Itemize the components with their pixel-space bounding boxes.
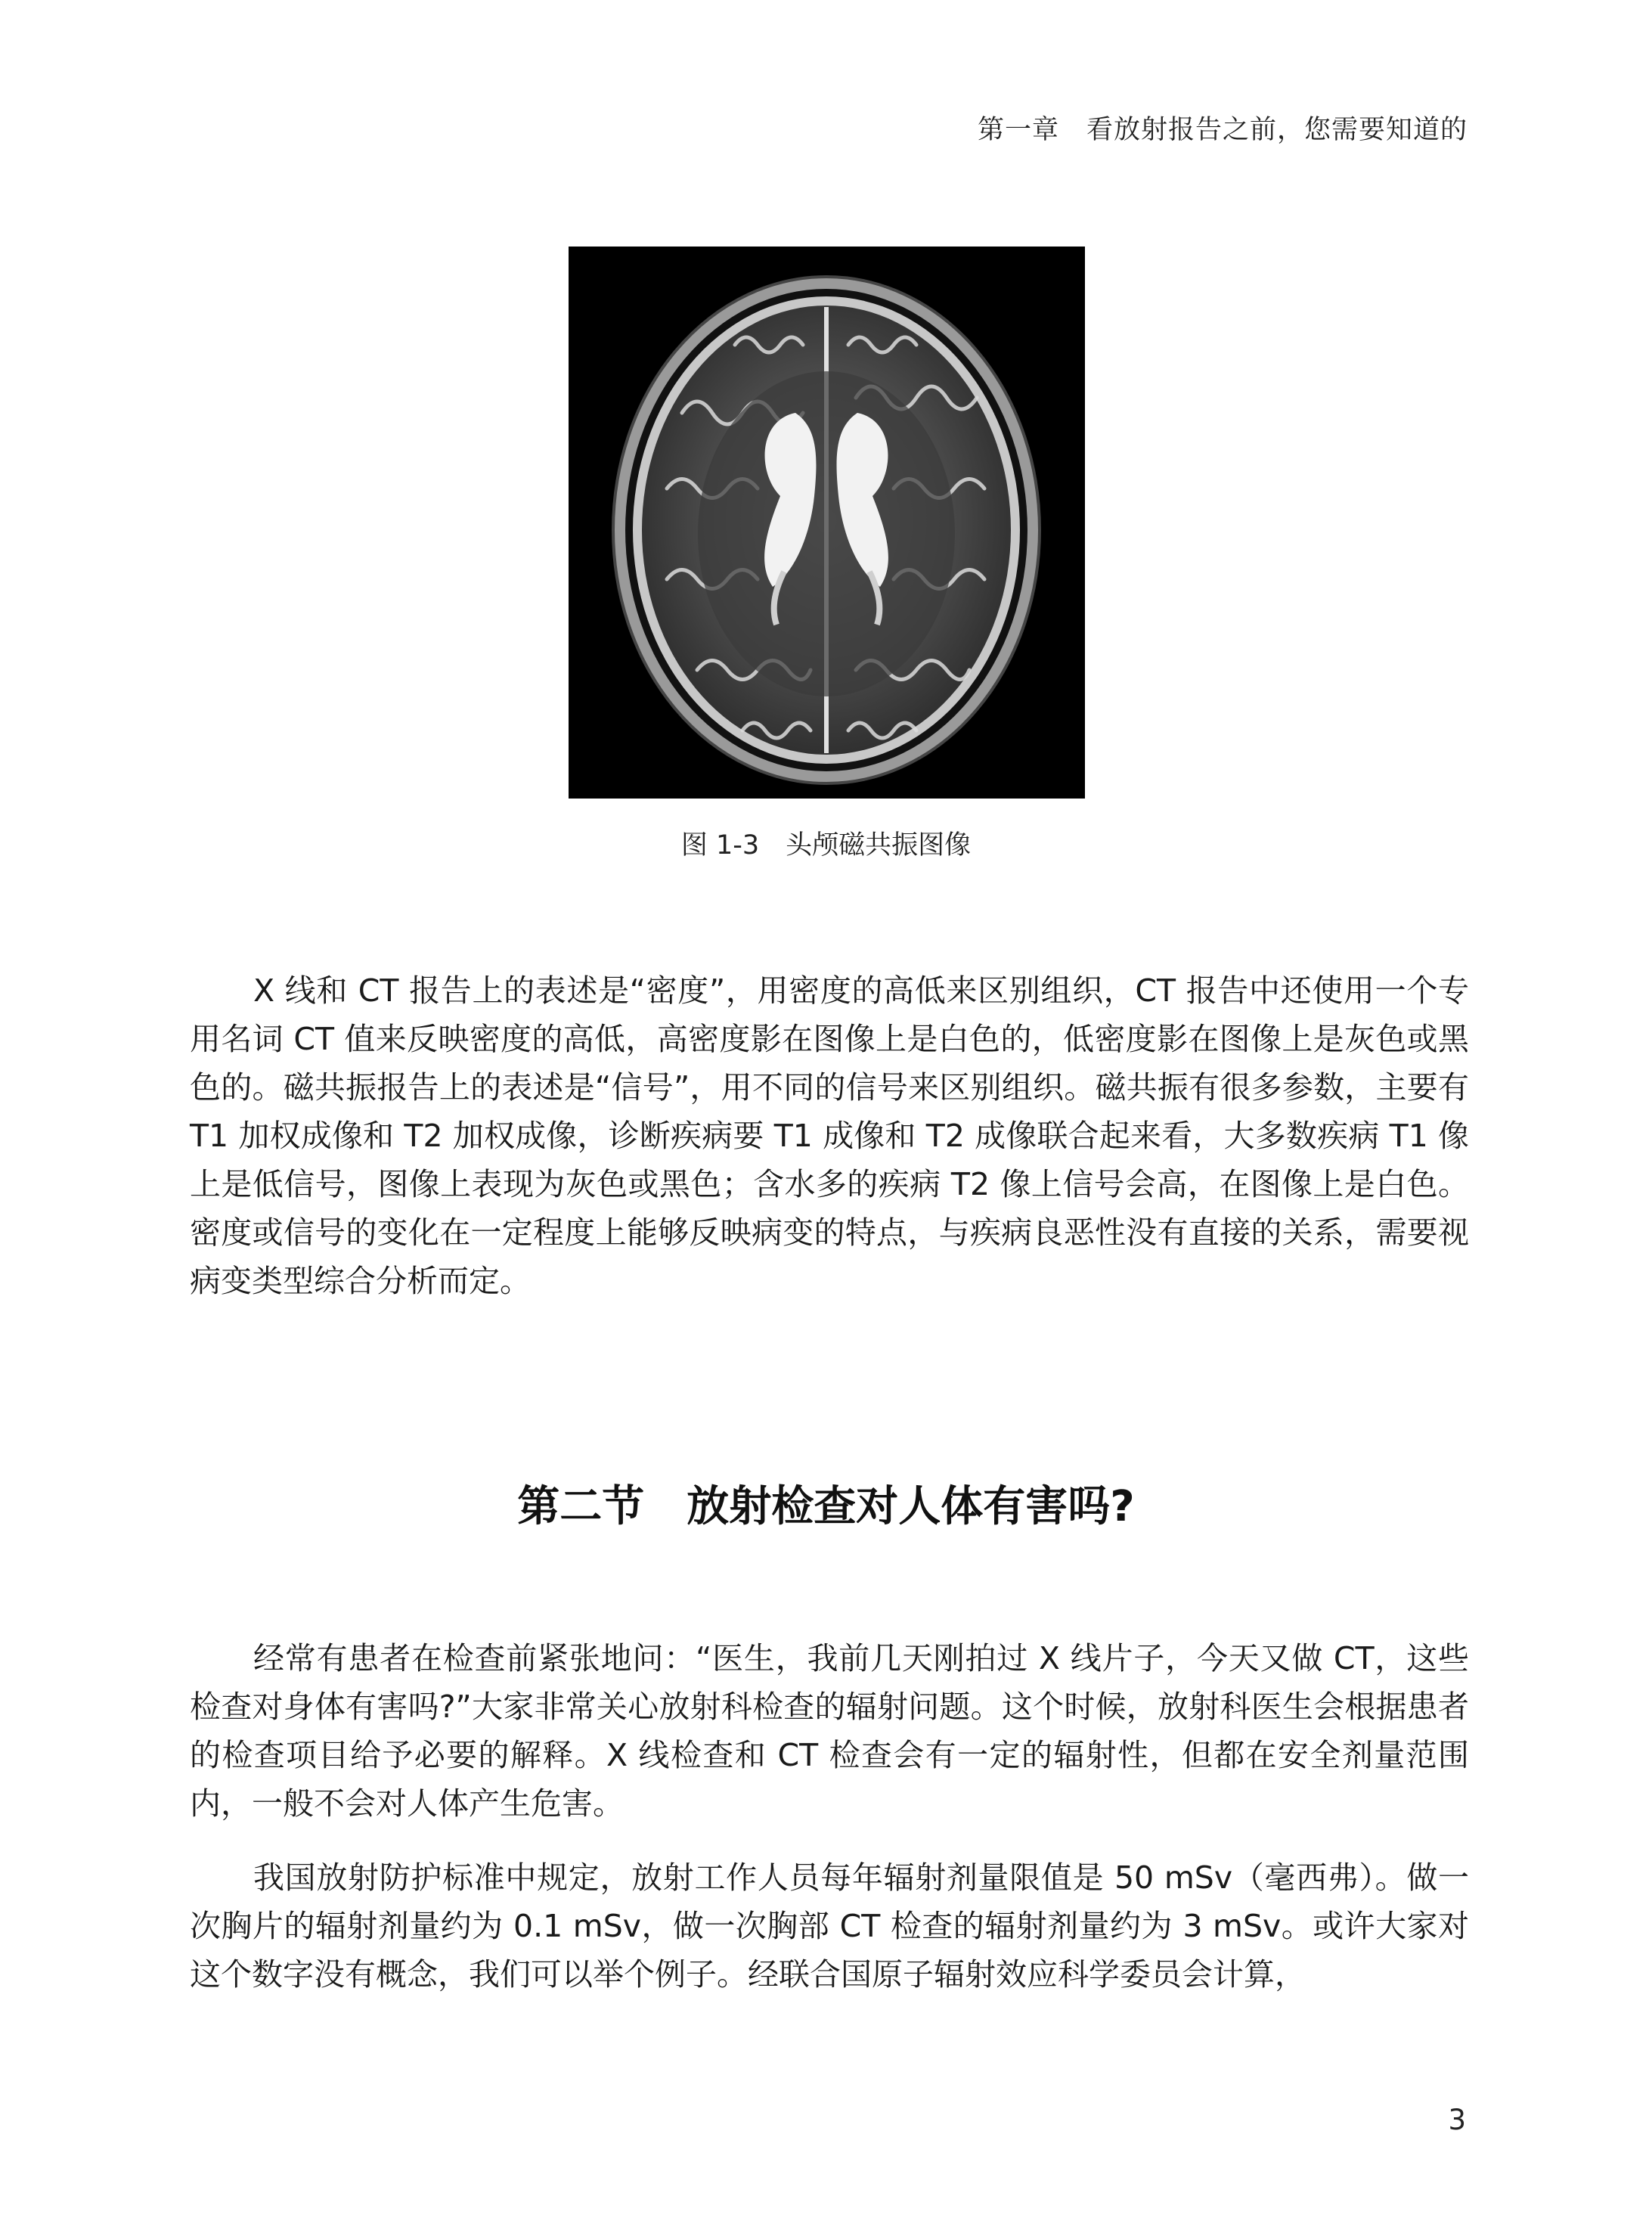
brain-mri-figure bbox=[569, 247, 1085, 799]
body-paragraph-3: 我国放射防护标准中规定，放射工作人员每年辐射剂量限值是 50 mSv（毫西弗）。做一次胸片的辐射剂量约为 0.1 mSv，做一次胸部 CT 检查的辐射剂量约为 3 mSv。或许大家对这个数字没有概念，我们可以举个例子。经联合国原子辐射效应科学委员会计算， bbox=[190, 1859, 1469, 1993]
body-paragraph-1: X 线和 CT 报告上的表述是“密度”，用密度的高低来区别组织，CT 报告中还使用一个专用名词 CT 值来反映密度的高低，高密度影在图像上是白色的，低密度影在图像上是灰色或黑色的。磁共振报告上的表述是“信号”，用不同的信号来区别组织。磁共振有很多参数，主要有 T1 加权成像和 T2 加权成像，诊断疾病要 T1 成像和 T2 成像联合起来看，大多数疾病 T1 像上是低信号，图像上表现为灰色或黑色；含水多的疾病 T2 像上信号会高，在图像上是白色。密度或信号的变化在一定程度上能够反映病变的特点，与疾病良恶性没有直接的关系，需要视病变类型综合分析而定。 bbox=[190, 972, 1469, 1299]
section-title: 第二节 放射检查对人体有害吗? bbox=[517, 1482, 1135, 1531]
figure-caption: 图 1-3 头颅磁共振图像 bbox=[680, 830, 972, 861]
running-header: 第一章 看放射报告之前，您需要知道的 bbox=[977, 115, 1468, 145]
body-paragraph-2: 经常有患者在检查前紧张地问：“医生，我前几天刚拍过 X 线片子，今天又做 CT，这些检查对身体有害吗?”大家非常关心放射科检查的辐射问题。这个时候，放射科医生会根据患者的检查项目给予必要的解释。X 线检查和 CT 检查会有一定的辐射性，但都在安全剂量范围内，一般不会对人体产生危害。 bbox=[190, 1640, 1469, 1822]
page-number: 3 bbox=[1448, 2104, 1466, 2136]
brain-mri-image bbox=[569, 247, 1085, 799]
